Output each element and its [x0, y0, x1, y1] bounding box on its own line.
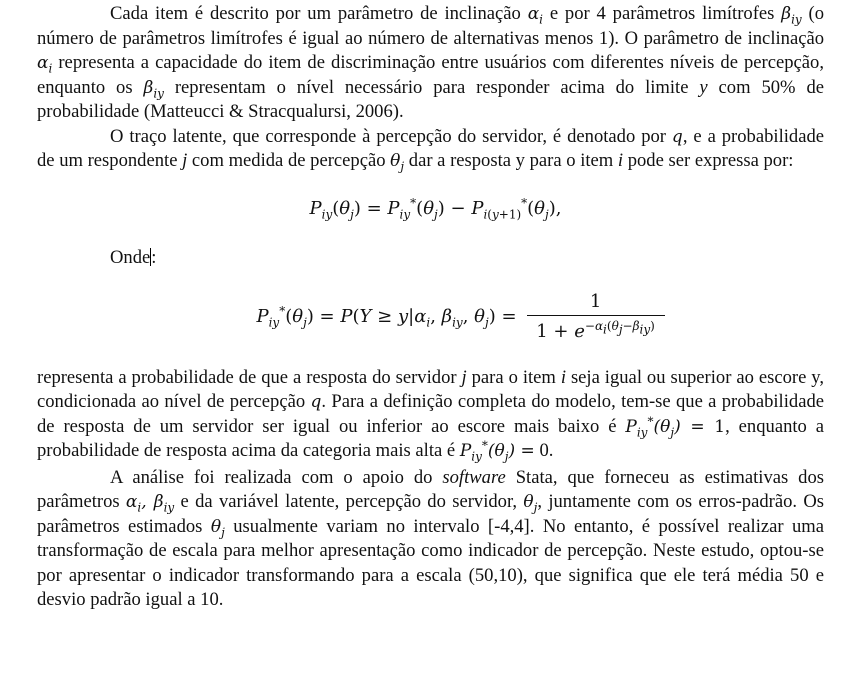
- equation-1: $P_{iy}(\theta_j) = P_{iy}^*(\theta_j) - P_{i(y+1)}^*(\theta_j)$,: [309, 195, 562, 222]
- text-run: 0.: [539, 440, 554, 461]
- text-run: com medida de percepção: [187, 150, 391, 171]
- math-alpha-i: $\alpha_i$: [527, 4, 544, 27]
- text-run: com 50% de probabilidade (Matteucci & Stracqualursi, 2006).: [37, 76, 824, 122]
- text-cursor: [150, 248, 151, 266]
- text-run: e da variável latente, percepção do servidor,: [174, 491, 524, 512]
- text-run: , juntamente com os erros-padrão. Os parâmetros estimados: [37, 491, 825, 537]
- math-q: q: [310, 392, 322, 412]
- text-run: . Para a definição completa do modelo, tem-se que a probabilidade de resposta de um servidor ser igual ou inferior ao escore mais baixo é: [37, 391, 824, 437]
- fraction-numerator: 1: [589, 291, 602, 312]
- text-run: , enquanto a probabilidade de resposta acima da categoria mais alta é: [37, 415, 825, 461]
- math-params: $\alpha_i$, $\beta_{iy}$: [125, 492, 175, 515]
- software-italic: software: [442, 466, 506, 488]
- paragraph-4: [37, 466, 824, 613]
- math-q: q: [671, 126, 683, 147]
- math-y: y: [699, 76, 708, 98]
- text-run: seja igual ou superior ao escore y, condicionada ao nível de percepção: [37, 366, 825, 412]
- onde-text: Onde:: [110, 246, 157, 268]
- math-p-equals-0: $P_{iy}^*(\theta_j)$ =: [459, 438, 535, 464]
- paragraph-3: [37, 366, 824, 464]
- text-run: (o número de parâmetros limítrofes é igual ao número de alternativas menos 1). O parâmetro de inclinação: [37, 3, 825, 49]
- equation-2: [37, 278, 824, 356]
- text-run: representam o nível necessário para responder acima do limite: [163, 76, 700, 98]
- text-run: A análise foi realizada com o apoio do: [110, 466, 443, 488]
- math-theta-j: $\theta_j$: [523, 492, 538, 515]
- text-run: Stata, que forneceu as estimativas dos parâmetros: [37, 466, 824, 512]
- paragraph-2: [37, 125, 824, 174]
- text-run: para o item: [466, 366, 561, 388]
- paragraph-1: [37, 0, 824, 125]
- math-j: j: [461, 366, 467, 388]
- equation-2-lhs: $P_{iy}^*(\theta_j) = P(Y \ge y|\alpha_i$, $\beta_{iy}$, $\theta_j$) =: [256, 304, 517, 330]
- text-run: representa a probabilidade de que a resposta do servidor: [37, 366, 462, 388]
- text-run: usualmente variam no intervalo [-4,4]. No entanto, é possível realizar uma transformação de escala para melhor apresentação como indicador de percepção. Neste estudo, optou-se por apresentar o indicador transformando para a escala (50,10), que significa que ele terá média 50 e desvio padrão igual a 10.: [37, 515, 825, 610]
- text-run: , e a probabilidade de um respondente: [37, 125, 824, 171]
- text-run: dar a resposta y para o item: [404, 150, 618, 171]
- math-p-equals-1: $P_{iy}^*(\theta_j) = 1$: [625, 413, 726, 439]
- math-theta-j: $\theta_j$: [210, 516, 225, 539]
- text-run: Cada item é descrito por um parâmetro de inclinação: [110, 3, 528, 24]
- math-theta-j: $\theta_j$: [390, 151, 405, 174]
- equation-2-fraction: [527, 291, 665, 342]
- text-run: representa a capacidade do item de discriminação entre usuários com diferentes níveis de percepção, enquanto os: [37, 52, 824, 98]
- text-run: e por 4 parâmetros limítrofes: [543, 3, 782, 24]
- text-run: pode ser expressa por:: [623, 150, 794, 171]
- text-run: O traço latente, que corresponde à percepção do servidor, é denotado por: [110, 125, 672, 147]
- math-beta-iy: $\beta_{iy}$: [781, 4, 802, 27]
- math-beta-iy: $\beta_{iy}$: [143, 77, 164, 100]
- math-i: i: [560, 366, 566, 388]
- math-j: j: [182, 150, 188, 171]
- math-alpha-i: $\alpha_i$: [37, 53, 53, 76]
- math-i: i: [617, 150, 624, 171]
- onde-label[interactable]: [110, 246, 824, 270]
- document-body: [37, 0, 824, 613]
- fraction-denominator: $1 + e^{-\alpha_i(\theta_j-\beta_{iy})}$: [536, 319, 655, 342]
